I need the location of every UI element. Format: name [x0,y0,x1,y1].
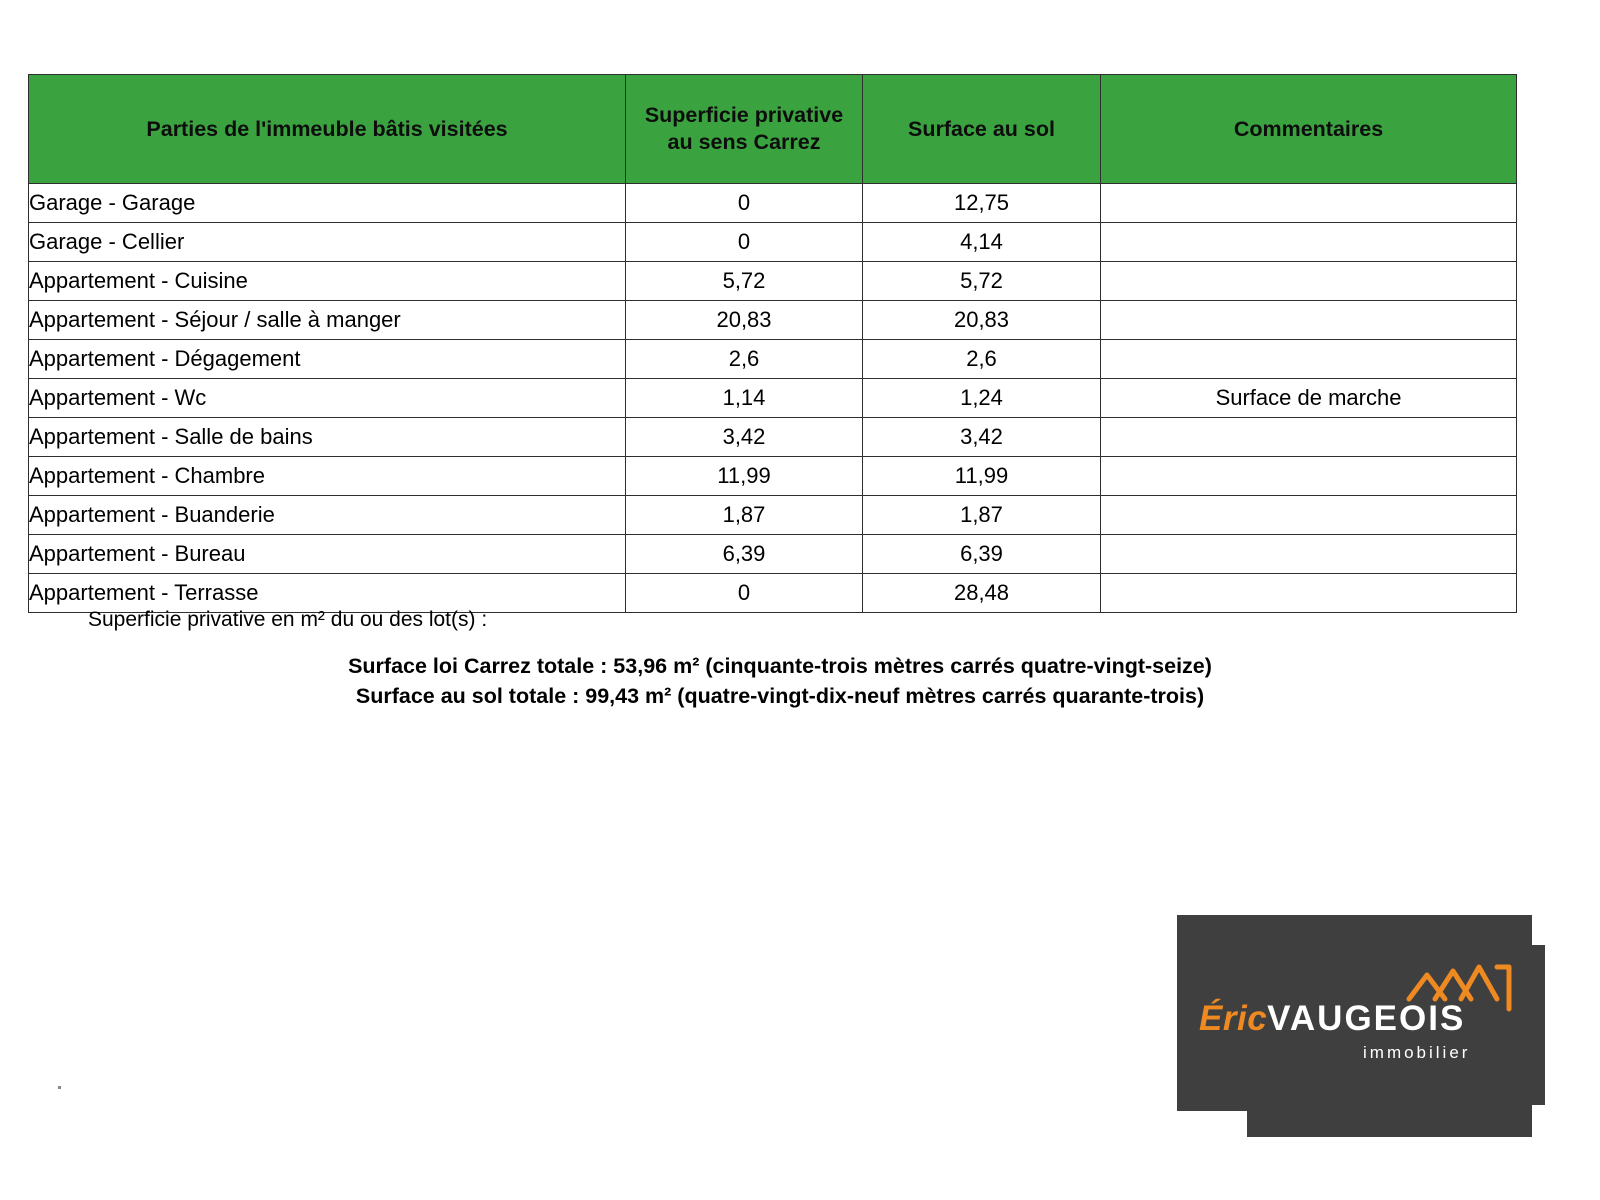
cell-carrez: 20,83 [626,301,863,340]
cell-partie: Appartement - Dégagement [29,340,626,379]
cell-partie: Appartement - Terrasse [29,574,626,613]
carrez-total-line: Surface loi Carrez totale : 53,96 m² (cinquante-trois mètres carrés quatre-vingt-seize) [348,654,1212,678]
table-row [29,340,1517,379]
cell-carrez: 6,39 [626,535,863,574]
cell-carrez: 1,14 [626,379,863,418]
cell-partie: Appartement - Wc [29,379,626,418]
table-header-row [29,75,1517,184]
table-row [29,418,1517,457]
cell-commentaire [1101,574,1517,613]
cell-partie: Appartement - Chambre [29,457,626,496]
logo-panel-bottom [1247,1101,1532,1137]
carrez-table [28,74,1517,613]
logo-last-name: VAUGEOIS [1267,999,1466,1038]
cell-carrez: 2,6 [626,340,863,379]
cell-sol: 4,14 [863,223,1101,262]
cell-commentaire [1101,340,1517,379]
logo-tagline: immobilier [1363,1043,1471,1062]
cell-carrez: 11,99 [626,457,863,496]
table-row [29,457,1517,496]
cell-carrez: 0 [626,184,863,223]
table-row [29,301,1517,340]
column-header-commentaires: Commentaires [1101,75,1517,184]
cell-commentaire [1101,262,1517,301]
totals-block [0,652,1560,711]
cell-sol: 20,83 [863,301,1101,340]
cell-commentaire [1101,301,1517,340]
cell-sol: 12,75 [863,184,1101,223]
logo-first-name: Éric [1199,999,1268,1038]
cell-sol: 3,42 [863,418,1101,457]
table-row [29,184,1517,223]
table-row [29,496,1517,535]
cell-commentaire [1101,496,1517,535]
cell-partie: Appartement - Buanderie [29,496,626,535]
cell-partie: Garage - Garage [29,184,626,223]
cell-sol: 11,99 [863,457,1101,496]
cell-sol: 1,87 [863,496,1101,535]
table-row [29,535,1517,574]
cell-partie: Appartement - Salle de bains [29,418,626,457]
cell-sol: 2,6 [863,340,1101,379]
cell-commentaire [1101,184,1517,223]
page-artifact-dot [58,1086,61,1089]
cell-sol: 5,72 [863,262,1101,301]
table-row [29,262,1517,301]
cell-partie: Appartement - Bureau [29,535,626,574]
table-row [29,223,1517,262]
cell-sol: 6,39 [863,535,1101,574]
column-header-superficie-carrez: Superficie privative au sens Carrez [626,75,863,184]
cell-carrez: 0 [626,574,863,613]
column-header-parties: Parties de l'immeuble bâtis visitées [29,75,626,184]
cell-partie: Appartement - Séjour / salle à manger [29,301,626,340]
company-logo [1177,915,1545,1138]
cell-partie: Garage - Cellier [29,223,626,262]
logo-wordmark [1199,999,1529,1039]
cell-carrez: 1,87 [626,496,863,535]
cell-commentaire: Surface de marche [1101,379,1517,418]
cell-commentaire [1101,535,1517,574]
cell-commentaire [1101,457,1517,496]
lot-surface-label: Superficie privative en m² du ou des lot(s) : [88,608,488,631]
carrez-table-container [28,74,1516,613]
cell-carrez: 0 [626,223,863,262]
cell-carrez: 3,42 [626,418,863,457]
table-row [29,574,1517,613]
cell-sol: 1,24 [863,379,1101,418]
cell-commentaire [1101,418,1517,457]
cell-partie: Appartement - Cuisine [29,262,626,301]
sol-total-line: Surface au sol totale : 99,43 m² (quatre-vingt-dix-neuf mètres carrés quarante-trois) [355,683,1205,708]
column-header-surface-sol: Surface au sol [863,75,1101,184]
cell-carrez: 5,72 [626,262,863,301]
table-row [29,379,1517,418]
cell-sol: 28,48 [863,574,1101,613]
cell-commentaire [1101,223,1517,262]
